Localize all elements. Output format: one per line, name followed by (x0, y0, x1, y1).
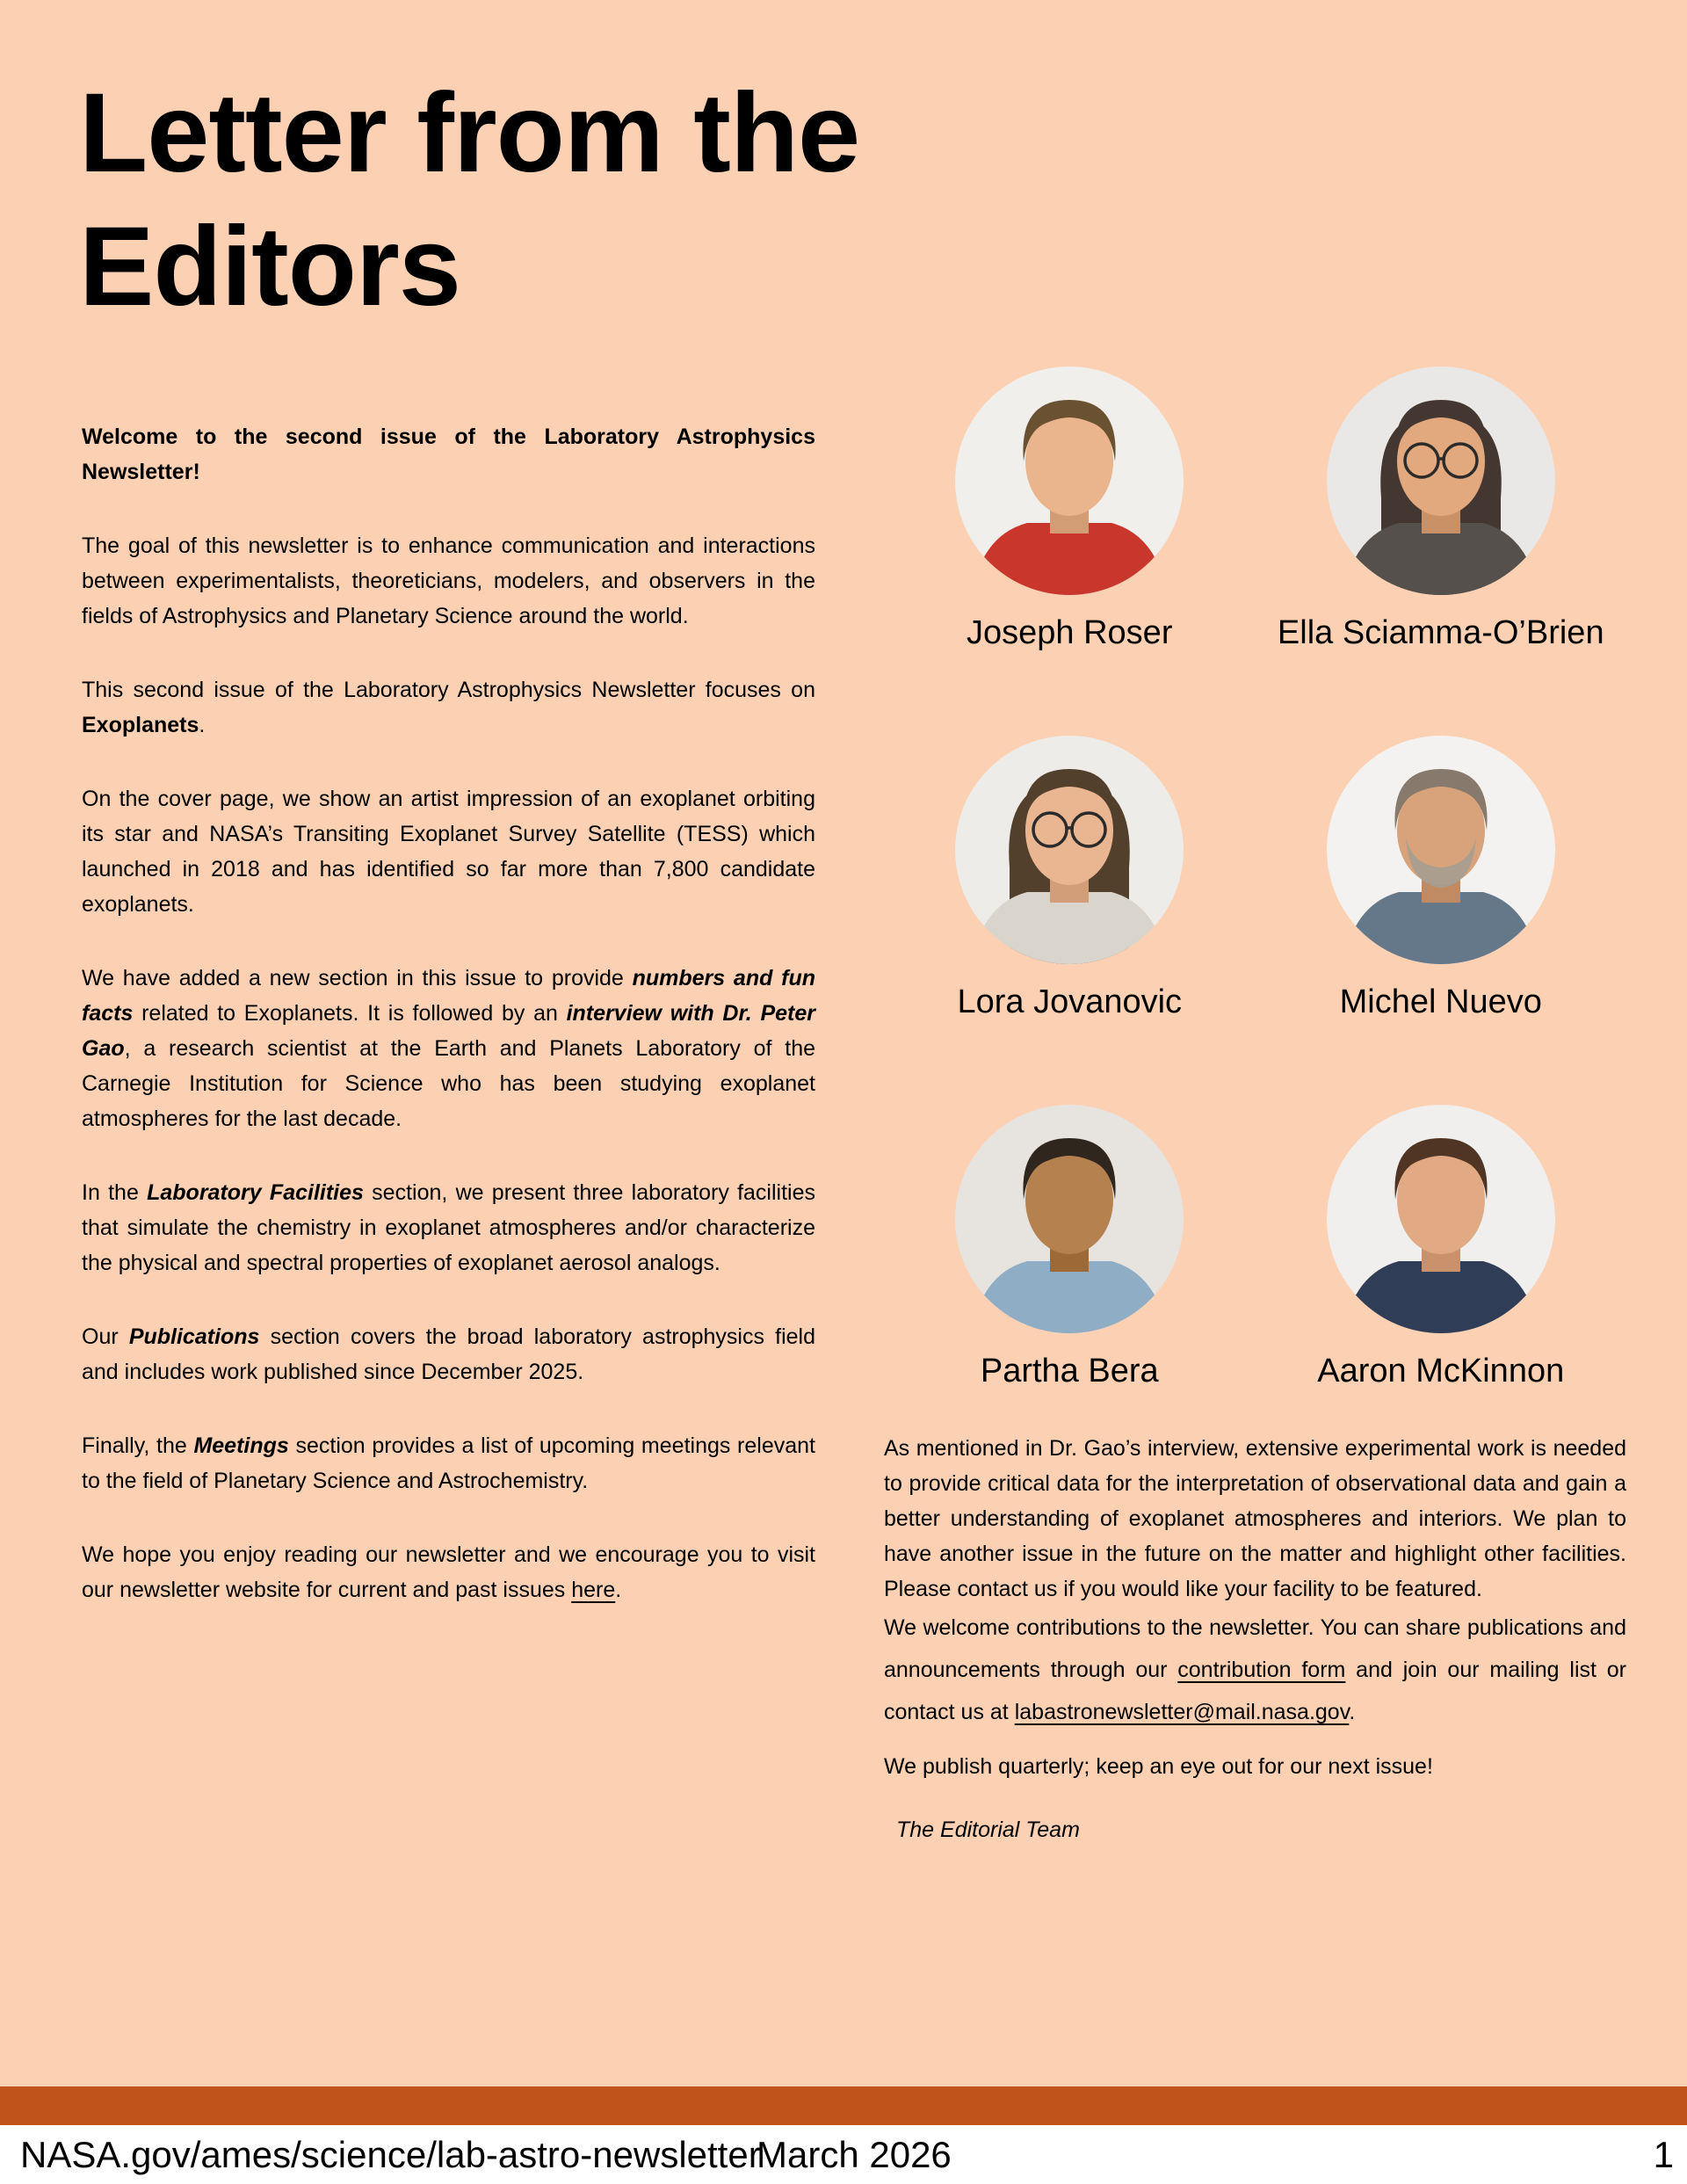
editor-card (955, 1105, 1184, 1390)
text-run: This second issue of the Laboratory Astrophysics Newsletter focuses on (82, 678, 815, 702)
mailto-link[interactable]: labastronewsletter@mail.nasa.gov (1014, 1700, 1350, 1724)
text-run: The goal of this newsletter is to enhance communication and interactions between experimentalists, theoreticians, modelers, and observers in the fields of Astrophysics and Planetary Science around the world. (82, 533, 815, 628)
text-run: We hope you enjoy reading our newsletter and we encourage you to visit our newsletter website for current and past issues (82, 1542, 815, 1602)
editor-photo (1327, 366, 1555, 595)
editor-card (1327, 736, 1555, 1021)
editor-photo (955, 1105, 1184, 1333)
editor-card (1278, 366, 1604, 652)
text-run: section provides a list of upcoming meetings relevant to the field of Planetary Science and Astrochemistry. (82, 1433, 815, 1493)
text-run: numbers and fun facts (82, 966, 815, 1026)
footer-website-url: NASA.gov/ames/science/lab-astro-newsletter (20, 2134, 761, 2175)
editor-name: Partha Bera (980, 1353, 1159, 1389)
text-run: . (1349, 1700, 1356, 1724)
text-run: Meetings (193, 1433, 289, 1458)
page-title (79, 67, 859, 334)
text-run: and join our mailing list or contact us at (884, 1658, 1626, 1724)
editor-name: Ella Sciamma-O’Brien (1277, 614, 1604, 651)
text-run: In the (82, 1180, 148, 1205)
newsletter-website-link[interactable]: here (571, 1578, 616, 1602)
paragraph-new-section (82, 961, 815, 1136)
paragraph-publications (82, 1319, 815, 1389)
text-run: We welcome contributions to the newsletter. You can share publications and announcements through our (884, 1615, 1626, 1682)
editor-photo (1327, 1105, 1555, 1333)
text-run: section, we present three laboratory facilities that simulate the chemistry in exoplanet atmospheres and/or characterize the physical and spectral properties of exoplanet aerosol analogs. (82, 1180, 815, 1275)
text-run: interview with Dr. Peter Gao (82, 1001, 815, 1061)
paragraph-cover (82, 781, 815, 922)
text-run: Finally, the (82, 1433, 194, 1458)
editor-card (955, 736, 1184, 1021)
text-run: section covers the broad laboratory astrophysics field and includes work published since December 2025. (82, 1324, 815, 1384)
editor-name: Aaron McKinnon (1317, 1353, 1565, 1389)
paragraph-closing (82, 1537, 815, 1607)
text-run: . (615, 1578, 622, 1602)
editor-name: Lora Jovanovic (957, 983, 1183, 1020)
footer-page-number: 1 (1653, 2134, 1674, 2175)
paragraph-welcome (82, 419, 815, 490)
text-run: Our (82, 1324, 129, 1349)
paragraph-lab-facilities (82, 1175, 815, 1281)
paragraph-meetings (82, 1428, 815, 1498)
contribution-form-link[interactable]: contribution form (1177, 1658, 1346, 1682)
text-run: On the cover page, we show an artist impression of an exoplanet orbiting its star and NASA’s Transiting Exoplanet Survey Satellite (TESS) which launched in 2018 and has identified so far more than 7,800 candidate exoplanets. (82, 787, 815, 917)
editor-photo (955, 366, 1184, 595)
editor-name: Joseph Roser (967, 614, 1173, 651)
paragraph-focus (82, 672, 815, 743)
text-run: We have added a new section in this issue to provide (82, 966, 633, 990)
editor-photo (955, 736, 1184, 964)
footer-accent-bar (0, 2086, 1687, 2125)
text-run: , a research scientist at the Earth and Planets Laboratory of the Carnegie Institution for Science who has been studying exoplanet atmospheres for the last decade. (82, 1036, 815, 1131)
editor-card (955, 366, 1184, 652)
text-run: Exoplanets (82, 713, 199, 737)
paragraph-contributions (884, 1607, 1626, 1733)
text-run: Laboratory Facilities (147, 1180, 364, 1205)
editor-photo (1327, 736, 1555, 964)
editor-card (1317, 1105, 1564, 1390)
text-run: We publish quarterly; keep an eye out for our next issue! (884, 1754, 1433, 1779)
signature-editorial-team: The Editorial Team (896, 1818, 1080, 1842)
letter-body-left-column (82, 419, 815, 1607)
text-run: . (199, 713, 206, 737)
footer-issue-date: March 2026 (757, 2134, 952, 2175)
editor-name: Michel Nuevo (1339, 983, 1542, 1020)
editors-column (884, 366, 1626, 1847)
page-title-line-1: Letter from the (79, 70, 860, 196)
text-run: As mentioned in Dr. Gao’s interview, extensive experimental work is needed to provide critical data for the interpretation of observational data and gain a better understanding of exoplanet atmospheres and interiors. We plan to have another issue in the future on the matter and highlight other facilities. Please contact us if you would like your facility to be featured. (884, 1436, 1626, 1601)
text-run: related to Exoplanets. It is followed by an (133, 1001, 567, 1026)
letter-body-right-column (884, 1431, 1626, 1847)
text-run: Publications (128, 1324, 260, 1349)
paragraph-publish-quarterly (884, 1745, 1626, 1788)
editors-grid (884, 366, 1626, 1390)
paragraph-experimental-work (884, 1431, 1626, 1607)
footer (0, 2125, 1687, 2184)
text-run: Welcome to the second issue of the Laboratory Astrophysics Newsletter! (82, 424, 815, 484)
page-title-line-2: Editors (79, 204, 460, 330)
paragraph-goal (82, 528, 815, 634)
